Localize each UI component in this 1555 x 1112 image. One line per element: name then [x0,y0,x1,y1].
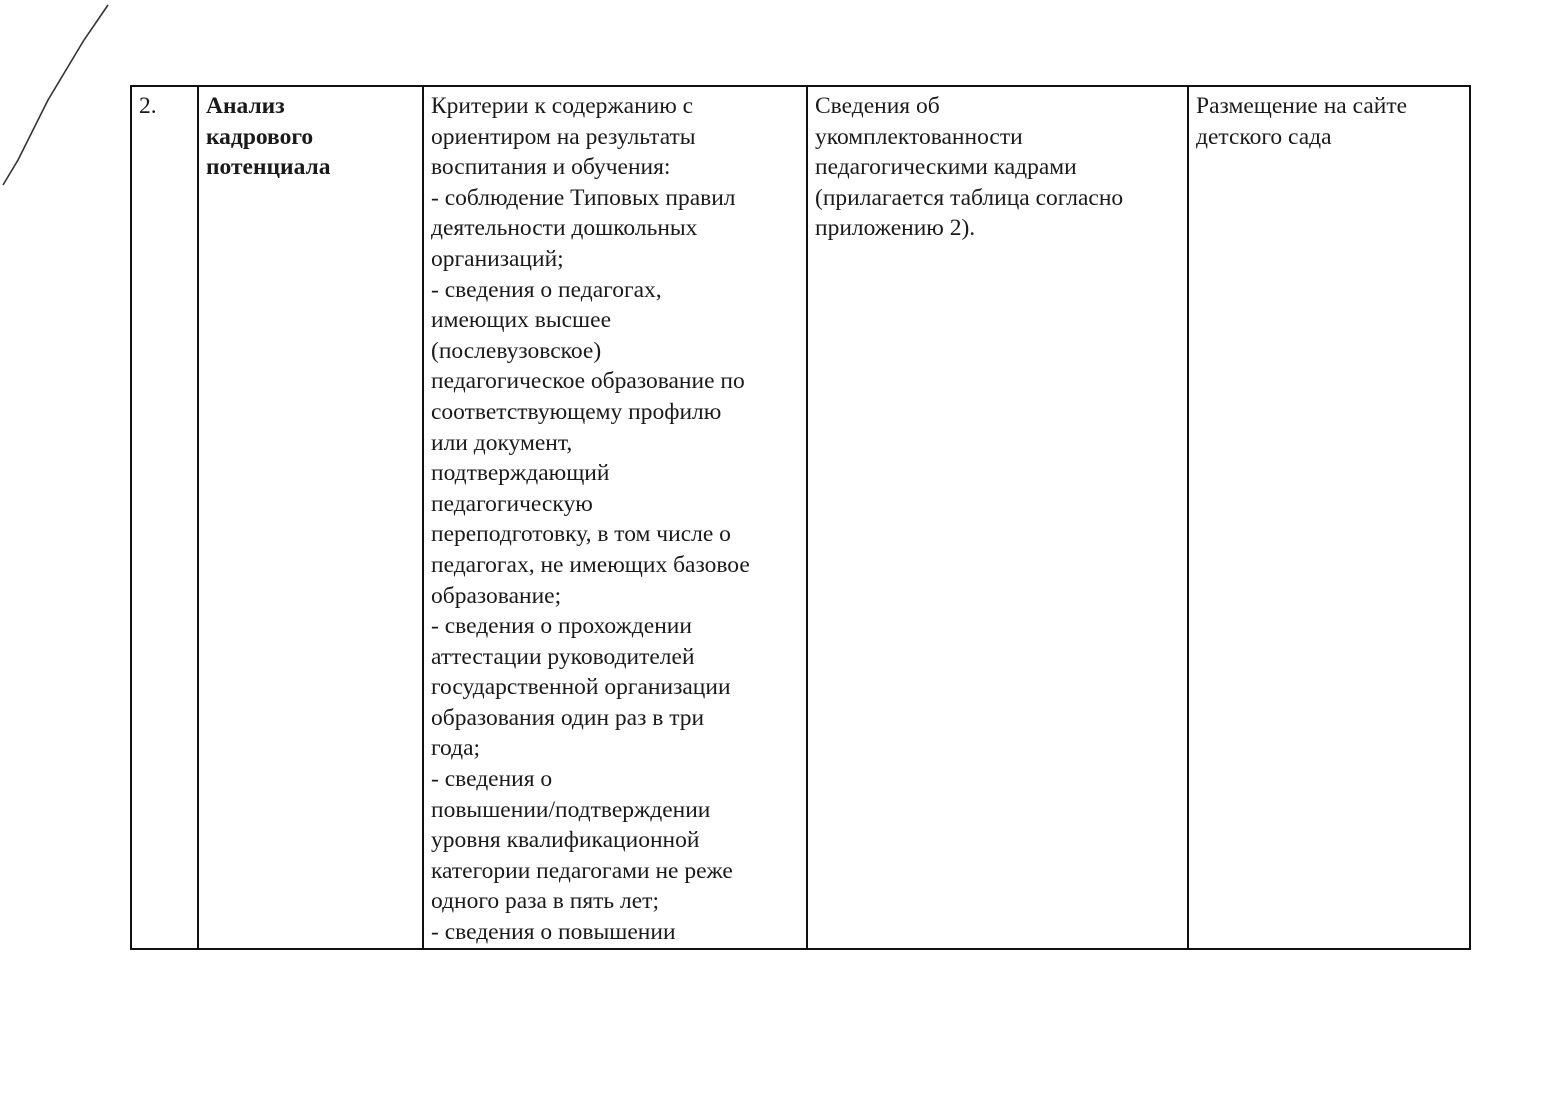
criteria-cell [423,86,807,949]
info-text [815,91,1180,244]
criteria-line: педагогическое образование по [431,368,745,395]
info-line: педагогическими кадрами [815,154,1077,181]
criteria-line: организаций; [431,245,564,272]
placement-cell [1188,86,1470,949]
criteria-line: одного раза в пять лет; [431,888,659,915]
title-line: Анализ [206,93,285,119]
placement-text [1196,91,1462,152]
table-row [131,86,1470,949]
criteria-line: - сведения о повышении [431,919,676,946]
criteria-line: подтверждающий [431,460,610,487]
criteria-line: - сведения о прохождении [431,613,692,640]
scan-pen-mark [0,0,130,200]
criteria-line: категории педагогами не реже [431,857,733,884]
analysis-title [206,91,415,183]
criteria-line: переподготовку, в том числе о [431,521,731,548]
row-number: 2. [139,93,157,119]
info-line: приложению 2). [815,215,976,242]
criteria-line: Критерии к содержанию с [431,93,694,119]
analysis-table [130,85,1471,950]
title-line: потенциала [206,154,331,181]
analysis-title-cell [198,86,423,949]
placement-line: Размещение на сайте [1196,93,1408,119]
criteria-line: педагогах, не имеющих базовое [431,551,750,578]
criteria-line: воспитания и обучения: [431,154,671,181]
criteria-line: или документ, [431,429,573,456]
info-line: укомплектованности [815,123,1023,150]
row-number-cell [131,86,198,949]
info-line: Сведения об [815,93,940,119]
info-line: (прилагается таблица согласно [815,184,1124,211]
criteria-line: образование; [431,582,562,609]
criteria-line: повышении/подтверждении [431,796,711,823]
criteria-line: - соблюдение Типовых правил [431,184,736,211]
criteria-line: государственной организации [431,674,731,701]
criteria-line: образования один раз в три [431,704,705,731]
placement-line: детского сада [1196,123,1332,150]
criteria-line: - сведения о педагогах, [431,276,662,303]
info-cell [807,86,1188,949]
title-line: кадрового [206,123,314,150]
criteria-line: уровня квалификационной [431,827,700,854]
criteria-line: соответствующему профилю [431,398,722,425]
criteria-line: - сведения о [431,766,553,793]
criteria-line: ориентиром на результаты [431,123,696,150]
criteria-line: имеющих высшее [431,307,612,334]
criteria-line: года; [431,735,481,762]
criteria-line: педагогическую [431,490,593,517]
criteria-line: аттестации руководителей [431,643,695,670]
criteria-line: деятельности дошкольных [431,215,698,242]
criteria-line: (послевузовское) [431,337,602,364]
criteria-text [431,91,799,948]
